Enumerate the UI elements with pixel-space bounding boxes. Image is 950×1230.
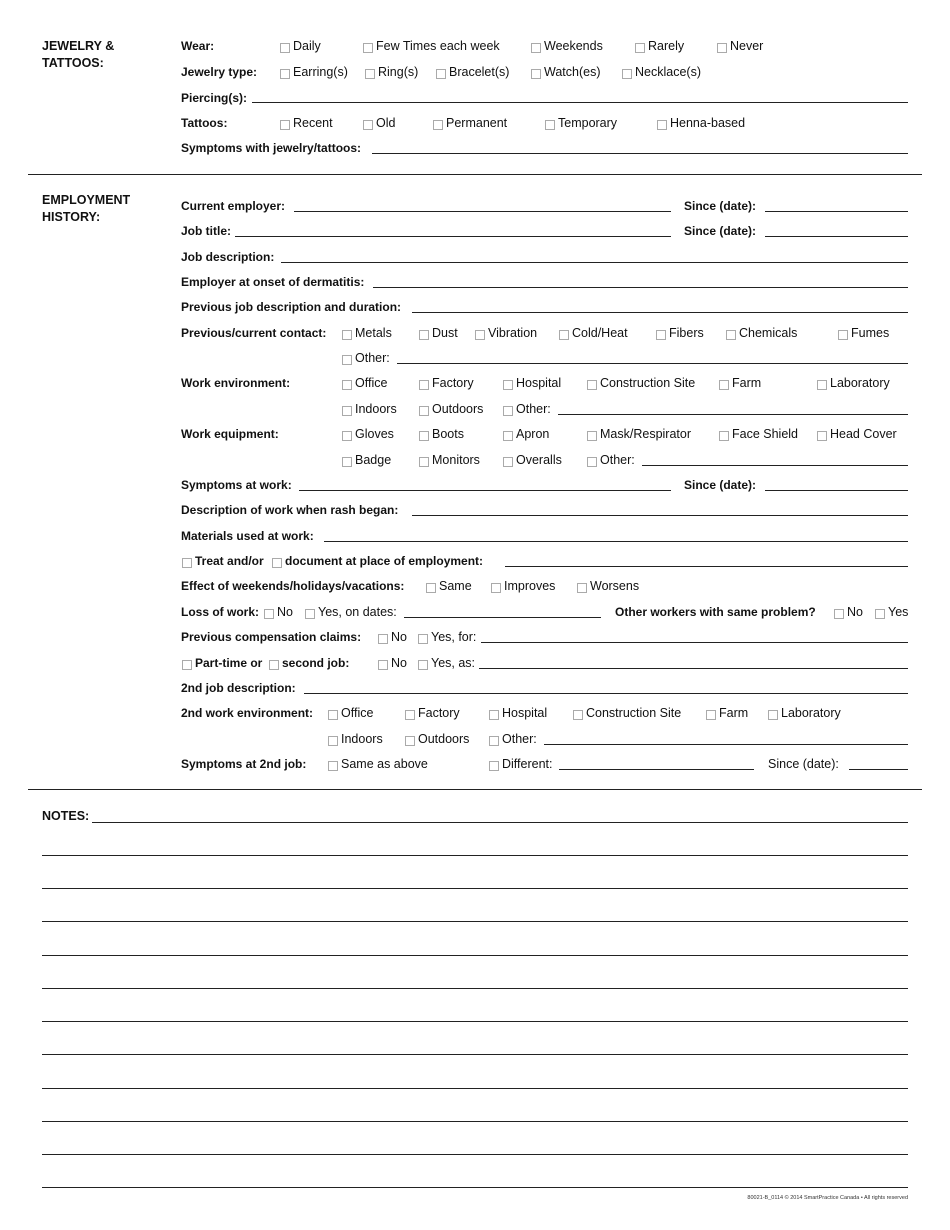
effect-worsens-label: Worsens <box>590 579 640 593</box>
env-laboratory-label: Laboratory <box>830 376 890 390</box>
wear-weekends-label: Weekends <box>544 39 603 53</box>
type-necklaces-label: Necklace(s) <box>635 65 701 79</box>
env-factory-label: Factory <box>432 376 474 390</box>
compensation-label: Previous compensation claims: <box>181 630 362 644</box>
current-employer-label: Current employer: <box>181 199 286 213</box>
contact-label: Previous/current contact: <box>181 326 327 340</box>
second-job-input-line[interactable] <box>479 668 908 669</box>
second-env-laboratory-checkbox[interactable] <box>768 710 778 720</box>
notes-line-12[interactable] <box>42 1187 908 1188</box>
rash-work-input-line[interactable] <box>412 515 908 516</box>
symptoms-since-date-input-line[interactable] <box>765 490 908 491</box>
loss-yes-label: Yes, on dates: <box>318 605 397 619</box>
part-time-checkbox[interactable] <box>182 660 192 670</box>
other-workers-no-label: No <box>847 605 863 619</box>
part-time-label: Part-time or <box>195 656 263 670</box>
wear-few-times-checkbox[interactable] <box>363 43 373 53</box>
env-farm-checkbox[interactable] <box>719 380 729 390</box>
job-description-input-line[interactable] <box>281 262 908 263</box>
compensation-no-label: No <box>391 630 407 644</box>
second-job-label: second job: <box>282 656 350 670</box>
same-as-above-checkbox[interactable] <box>328 761 338 771</box>
tattoo-temporary-checkbox[interactable] <box>545 120 555 130</box>
contact-dust-label: Dust <box>432 326 458 340</box>
loss-yes-checkbox[interactable] <box>305 609 315 619</box>
tattoos-label: Tattoos: <box>181 116 228 130</box>
effect-same-label: Same <box>439 579 472 593</box>
type-necklaces-checkbox[interactable] <box>622 69 632 79</box>
notes-label: NOTES: <box>42 809 90 823</box>
second-env-hospital-label: Hospital <box>502 706 548 720</box>
type-rings-label: Ring(s) <box>378 65 419 79</box>
tattoo-henna-label: Henna-based <box>670 116 746 130</box>
effect-improves-label: Improves <box>504 579 556 593</box>
contact-cold-heat-checkbox[interactable] <box>559 330 569 340</box>
equip-other-label: Other: <box>600 453 635 467</box>
equip-apron-checkbox[interactable] <box>503 431 513 441</box>
notes-line-4[interactable] <box>42 921 908 922</box>
tattoo-permanent-label: Permanent <box>446 116 508 130</box>
second-env-outdoors-label: Outdoors <box>418 732 470 746</box>
second-env-farm-checkbox[interactable] <box>706 710 716 720</box>
tattoo-permanent-checkbox[interactable] <box>433 120 443 130</box>
other-workers-yes-label: Yes <box>888 605 909 619</box>
second-env-other-checkbox[interactable] <box>489 736 499 746</box>
employment-section-title-line1: EMPLOYMENT <box>42 193 131 207</box>
loss-no-checkbox[interactable] <box>264 609 274 619</box>
notes-line-7[interactable] <box>42 1021 908 1022</box>
previous-job-label: Previous job description and duration: <box>181 300 402 314</box>
contact-fumes-label: Fumes <box>851 326 890 340</box>
jewelry-symptoms-input-line[interactable] <box>372 153 908 154</box>
contact-chemicals-checkbox[interactable] <box>726 330 736 340</box>
notes-line-6[interactable] <box>42 988 908 989</box>
section-divider-2 <box>28 789 922 790</box>
effect-same-checkbox[interactable] <box>426 583 436 593</box>
env-laboratory-checkbox[interactable] <box>817 380 827 390</box>
type-bracelets-checkbox[interactable] <box>436 69 446 79</box>
document-checkbox[interactable] <box>272 558 282 568</box>
env-office-label: Office <box>355 376 388 390</box>
contact-fumes-checkbox[interactable] <box>838 330 848 340</box>
footer-copyright: 80021-B_0114 © 2014 SmartPractice Canada • All rights reserved <box>747 1195 908 1201</box>
job-title-since-date-input-line[interactable] <box>765 236 908 237</box>
type-earrings-checkbox[interactable] <box>280 69 290 79</box>
equip-apron-label: Apron <box>516 427 550 441</box>
work-equipment-label: Work equipment: <box>181 427 279 441</box>
notes-line-11[interactable] <box>42 1154 908 1155</box>
second-env-indoors-checkbox[interactable] <box>328 736 338 746</box>
materials-input-line[interactable] <box>324 541 908 542</box>
section-divider-1 <box>28 174 922 175</box>
symptoms-second-label: Symptoms at 2nd job: <box>181 757 307 771</box>
same-as-above-label: Same as above <box>341 757 428 771</box>
second-env-office-checkbox[interactable] <box>328 710 338 720</box>
work-environment-label: Work environment: <box>181 376 291 390</box>
compensation-no-checkbox[interactable] <box>378 634 388 644</box>
notes-line-10[interactable] <box>42 1121 908 1122</box>
notes-line-3[interactable] <box>42 888 908 889</box>
env-indoors-checkbox[interactable] <box>342 406 352 416</box>
equip-gloves-label: Gloves <box>355 427 394 441</box>
env-other-label: Other: <box>516 402 551 416</box>
env-farm-label: Farm <box>732 376 762 390</box>
loss-dates-input-line[interactable] <box>404 617 601 618</box>
env-construction-checkbox[interactable] <box>587 380 597 390</box>
job-title-label: Job title: <box>181 224 231 238</box>
document-input-line[interactable] <box>505 566 908 567</box>
job-description-label: Job description: <box>181 250 275 264</box>
second-env-construction-label: Construction Site <box>586 706 682 720</box>
wear-few-times-label: Few Times each week <box>376 39 500 53</box>
different-input-line[interactable] <box>559 769 754 770</box>
wear-weekends-checkbox[interactable] <box>531 43 541 53</box>
second-env-other-input-line[interactable] <box>544 744 908 745</box>
different-label: Different: <box>502 757 553 771</box>
equip-other-input-line[interactable] <box>642 465 908 466</box>
compensation-yes-label: Yes, for: <box>431 630 477 644</box>
employer-since-date-label: Since (date): <box>684 199 757 213</box>
second-job-no-checkbox[interactable] <box>378 660 388 670</box>
materials-label: Materials used at work: <box>181 529 314 543</box>
wear-rarely-label: Rarely <box>648 39 685 53</box>
contact-vibration-checkbox[interactable] <box>475 330 485 340</box>
second-env-other-label: Other: <box>502 732 537 746</box>
effect-improves-checkbox[interactable] <box>491 583 501 593</box>
symptoms-work-label: Symptoms at work: <box>181 478 292 492</box>
equip-overalls-checkbox[interactable] <box>503 457 513 467</box>
equip-head-cover-label: Head Cover <box>830 427 897 441</box>
second-env-factory-label: Factory <box>418 706 460 720</box>
symptoms-since-date-label: Since (date): <box>684 478 757 492</box>
notes-line-5[interactable] <box>42 955 908 956</box>
jewelry-section-title-line2: TATTOOS: <box>42 56 104 70</box>
wear-never-checkbox[interactable] <box>717 43 727 53</box>
notes-line-9[interactable] <box>42 1088 908 1089</box>
loss-of-work-label: Loss of work: <box>181 605 260 619</box>
loss-no-label: No <box>277 605 293 619</box>
second-since-date-input-line[interactable] <box>849 769 908 770</box>
wear-daily-label: Daily <box>293 39 321 53</box>
compensation-yes-checkbox[interactable] <box>418 634 428 644</box>
job-title-since-date-label: Since (date): <box>684 224 757 238</box>
employer-onset-label: Employer at onset of dermatitis: <box>181 275 365 289</box>
second-env-factory-checkbox[interactable] <box>405 710 415 720</box>
wear-rarely-checkbox[interactable] <box>635 43 645 53</box>
env-office-checkbox[interactable] <box>342 380 352 390</box>
type-bracelets-label: Bracelet(s) <box>449 65 510 79</box>
equip-mask-checkbox[interactable] <box>587 431 597 441</box>
env-hospital-checkbox[interactable] <box>503 380 513 390</box>
tattoo-old-label: Old <box>376 116 396 130</box>
second-env-indoors-label: Indoors <box>341 732 383 746</box>
contact-cold-heat-label: Cold/Heat <box>572 326 628 340</box>
jewelry-symptoms-label: Symptoms with jewelry/tattoos: <box>181 141 362 155</box>
employer-onset-input-line[interactable] <box>373 287 908 288</box>
equip-badge-label: Badge <box>355 453 392 467</box>
symptoms-work-input-line[interactable] <box>299 490 671 491</box>
contact-vibration-label: Vibration <box>488 326 538 340</box>
equip-boots-label: Boots <box>432 427 464 441</box>
second-env-label: 2nd work environment: <box>181 706 314 720</box>
equip-mask-label: Mask/Respirator <box>600 427 691 441</box>
env-other-input-line[interactable] <box>558 414 908 415</box>
env-other-checkbox[interactable] <box>503 406 513 416</box>
equip-face-shield-label: Face Shield <box>732 427 799 441</box>
piercing-input-line[interactable] <box>252 102 908 103</box>
effect-label: Effect of weekends/holidays/vacations: <box>181 579 405 593</box>
notes-line-2[interactable] <box>42 855 908 856</box>
second-desc-label: 2nd job description: <box>181 681 296 695</box>
job-title-input-line[interactable] <box>235 236 671 237</box>
env-indoors-label: Indoors <box>355 402 397 416</box>
type-watches-label: Watch(es) <box>544 65 601 79</box>
second-since-date-label: Since (date): <box>768 757 839 771</box>
tattoo-temporary-label: Temporary <box>558 116 618 130</box>
piercing-label: Piercing(s): <box>181 91 248 105</box>
other-workers-label: Other workers with same problem? <box>615 605 816 619</box>
tattoo-henna-checkbox[interactable] <box>657 120 667 130</box>
wear-never-label: Never <box>730 39 764 53</box>
wear-daily-checkbox[interactable] <box>280 43 290 53</box>
jewelry-section-title <box>42 38 114 55</box>
env-construction-label: Construction Site <box>600 376 696 390</box>
type-watches-checkbox[interactable] <box>531 69 541 79</box>
notes-line-1[interactable] <box>92 822 908 823</box>
tattoo-recent-label: Recent <box>293 116 333 130</box>
second-job-yes-label: Yes, as: <box>431 656 476 670</box>
contact-chemicals-label: Chemicals <box>739 326 798 340</box>
type-earrings-label: Earring(s) <box>293 65 348 79</box>
contact-dust-checkbox[interactable] <box>419 330 429 340</box>
previous-job-input-line[interactable] <box>412 312 908 313</box>
notes-line-8[interactable] <box>42 1054 908 1055</box>
jewelry-type-label: Jewelry type: <box>181 65 258 79</box>
equip-boots-checkbox[interactable] <box>419 431 429 441</box>
effect-worsens-checkbox[interactable] <box>577 583 587 593</box>
second-env-farm-label: Farm <box>719 706 749 720</box>
equip-overalls-label: Overalls <box>516 453 562 467</box>
contact-other-checkbox[interactable] <box>342 355 352 365</box>
contact-metals-label: Metals <box>355 326 392 340</box>
contact-fibers-label: Fibers <box>669 326 704 340</box>
employer-since-date-input-line[interactable] <box>765 211 908 212</box>
equip-other-checkbox[interactable] <box>587 457 597 467</box>
equip-face-shield-checkbox[interactable] <box>719 431 729 441</box>
equip-badge-checkbox[interactable] <box>342 457 352 467</box>
equip-head-cover-checkbox[interactable] <box>817 431 827 441</box>
second-job-yes-checkbox[interactable] <box>418 660 428 670</box>
wear-label: Wear: <box>181 39 215 53</box>
contact-metals-checkbox[interactable] <box>342 330 352 340</box>
different-checkbox[interactable] <box>489 761 499 771</box>
env-outdoors-label: Outdoors <box>432 402 484 416</box>
treat-label: Treat and/or <box>195 554 264 568</box>
contact-other-input-line[interactable] <box>397 363 908 364</box>
equip-gloves-checkbox[interactable] <box>342 431 352 441</box>
current-employer-input-line[interactable] <box>294 211 671 212</box>
second-desc-input-line[interactable] <box>304 693 908 694</box>
env-hospital-label: Hospital <box>516 376 562 390</box>
env-factory-checkbox[interactable] <box>419 380 429 390</box>
employment-section-title-line2: HISTORY: <box>42 210 101 224</box>
second-job-no-label: No <box>391 656 407 670</box>
other-workers-yes-checkbox[interactable] <box>875 609 885 619</box>
other-workers-no-checkbox[interactable] <box>834 609 844 619</box>
second-job-checkbox[interactable] <box>269 660 279 670</box>
contact-other-label: Other: <box>355 351 390 365</box>
tattoo-old-checkbox[interactable] <box>363 120 373 130</box>
contact-fibers-checkbox[interactable] <box>656 330 666 340</box>
document-label: document at place of employment: <box>285 554 484 568</box>
second-env-laboratory-label: Laboratory <box>781 706 841 720</box>
jewelry-title-line1: JEWELRY & <box>42 39 115 53</box>
type-rings-checkbox[interactable] <box>365 69 375 79</box>
equip-monitors-label: Monitors <box>432 453 480 467</box>
second-env-hospital-checkbox[interactable] <box>489 710 499 720</box>
treat-checkbox[interactable] <box>182 558 192 568</box>
compensation-input-line[interactable] <box>481 642 908 643</box>
second-env-outdoors-checkbox[interactable] <box>405 736 415 746</box>
second-env-office-label: Office <box>341 706 374 720</box>
tattoo-recent-checkbox[interactable] <box>280 120 290 130</box>
equip-monitors-checkbox[interactable] <box>419 457 429 467</box>
second-env-construction-checkbox[interactable] <box>573 710 583 720</box>
rash-work-label: Description of work when rash began: <box>181 503 399 517</box>
env-outdoors-checkbox[interactable] <box>419 406 429 416</box>
